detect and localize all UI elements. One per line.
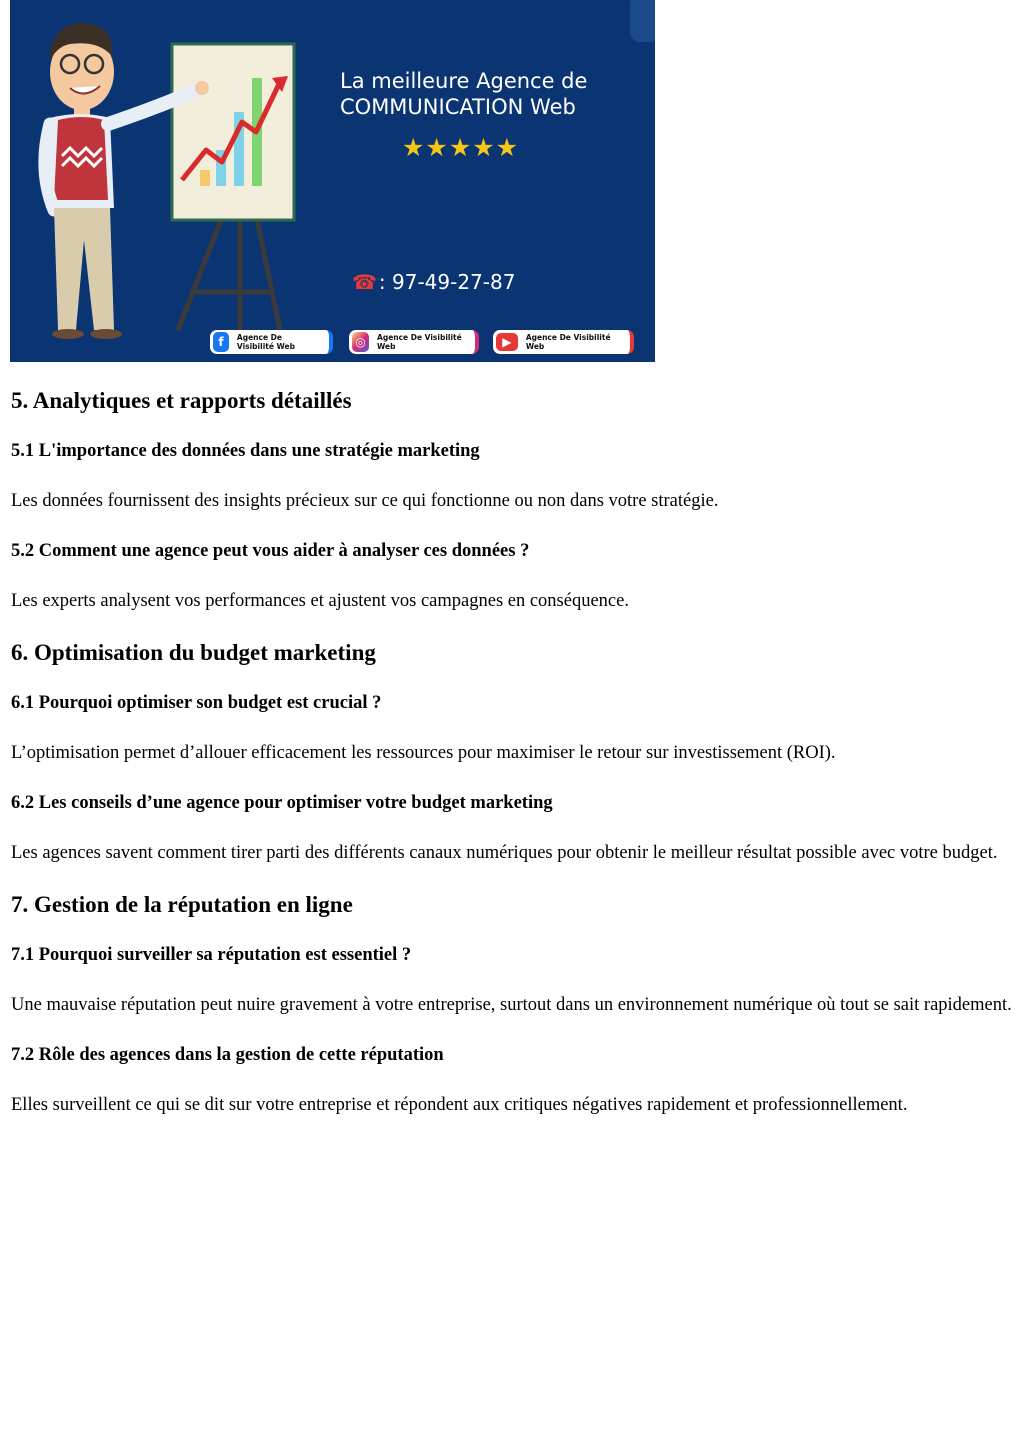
phone-number xyxy=(352,270,515,294)
section-heading: 5. Analytiques et rapports détaillés xyxy=(11,388,352,413)
youtube-icon: ▶ xyxy=(496,333,518,351)
instagram-link[interactable] xyxy=(349,330,479,354)
facebook-link[interactable] xyxy=(210,330,333,354)
phone-icon: ☎ xyxy=(352,270,377,294)
section-heading: 6. Optimisation du budget marketing xyxy=(11,640,376,665)
paragraph: Elles surveillent ce qui se dit sur votre entreprise et répondent aux critiques négatives rapidement et professionnellement. xyxy=(11,1095,908,1115)
phone-text: : 97-49-27-87 xyxy=(378,270,516,294)
subsection-heading: 7.1 Pourquoi surveiller sa réputation est essentiel ? xyxy=(11,945,412,965)
subsection-heading: 6.2 Les conseils d’une agence pour optimiser votre budget marketing xyxy=(11,793,553,813)
instagram-label: Agence De Visibilité Web xyxy=(377,333,462,351)
promo-banner xyxy=(10,0,655,362)
paragraph: Les agences savent comment tirer parti des différents canaux numériques pour obtenir le meilleur résultat possible avec votre budget. xyxy=(11,843,998,863)
subsection-heading: 5.2 Comment une agence peut vous aider à analyser ces données ? xyxy=(11,541,530,561)
subsection-heading: 5.1 L'importance des données dans une stratégie marketing xyxy=(11,441,480,461)
presenter-illustration xyxy=(10,0,655,362)
banner-title-line2: COMMUNICATION Web xyxy=(340,95,576,119)
paragraph: Une mauvaise réputation peut nuire gravement à votre entreprise, surtout dans un environnement numérique où tout se sait rapidement. xyxy=(11,995,1012,1015)
subsection-heading: 6.1 Pourquoi optimiser son budget est crucial ? xyxy=(11,693,382,713)
article-content xyxy=(11,384,1016,1117)
chart-board xyxy=(172,44,294,220)
easel xyxy=(178,210,280,335)
paragraph: Les données fournissent des insights précieux sur ce qui fonctionne ou non dans votre stratégie. xyxy=(11,491,719,511)
corner-tab xyxy=(630,0,655,42)
instagram-icon: ◎ xyxy=(352,332,369,352)
paragraph: Les experts analysent vos performances et ajustent vos campagnes en conséquence. xyxy=(11,591,629,611)
facebook-label: Agence De Visibilité Web xyxy=(236,333,296,351)
paragraph: L’optimisation permet d’allouer efficacement les ressources pour maximiser le retour sur investissement (ROI). xyxy=(11,743,836,763)
rating-stars: ★★★★★ xyxy=(402,133,520,162)
banner-title-line1: La meilleure Agence de xyxy=(340,69,588,93)
youtube-label: Agence De Visibilité Web xyxy=(525,333,611,351)
youtube-link[interactable] xyxy=(493,330,634,354)
facebook-icon: f xyxy=(213,332,229,352)
banner-title xyxy=(340,68,640,120)
section-heading: 7. Gestion de la réputation en ligne xyxy=(11,892,353,917)
subsection-heading: 7.2 Rôle des agences dans la gestion de cette réputation xyxy=(11,1045,444,1065)
